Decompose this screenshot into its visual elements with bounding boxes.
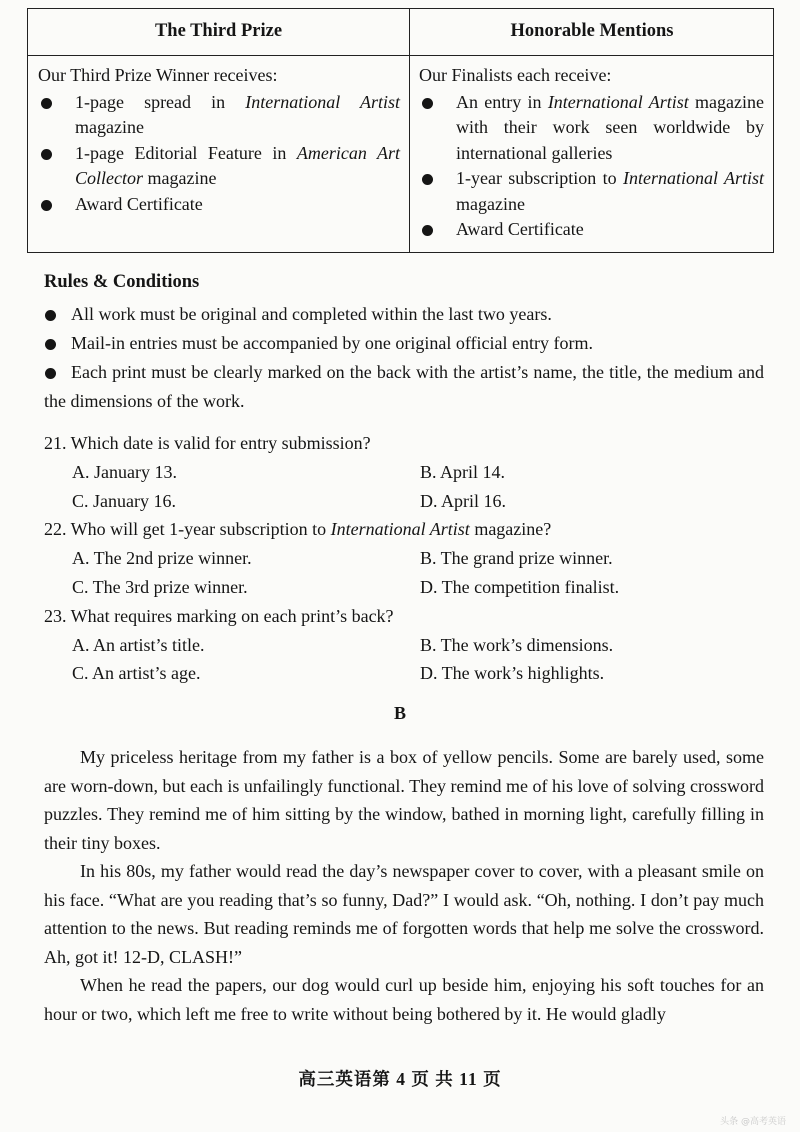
bullet-icon (45, 310, 56, 321)
passage-paragraph: In his 80s, my father would read the day’s newspaper cover to cover, with a pleasant smile on his face. “What are you reading that’s so funny, Dad?” I would ask. “Oh, nothing. I don’t pay much attention to the news. But reading reminds me of forgotten words that help me solve the crossword. Ah, got it! 12-D, CLASH!” (44, 861, 764, 967)
list-item: 1-page spread in International Artist magazine (38, 90, 400, 141)
option-22-c: C. The 3rd prize winner. (72, 576, 248, 597)
passage-paragraph: My priceless heritage from my father is a box of yellow pencils. Some are barely used, some are worn-down, but each is unfailingly functional. They remind me of his love of solving crossword puzzles. They remind me of him sitting by the window, bathed in morning light, carefully filling in their tiny boxes. (44, 747, 765, 853)
bullet-icon (41, 98, 52, 109)
options-row (44, 631, 764, 660)
options-row (44, 544, 764, 573)
question-22: 22. Who will get 1-year subscription to International Artist magazine? (44, 519, 552, 540)
bullet-icon (422, 174, 433, 185)
bullet-icon (41, 149, 52, 160)
rules-title: Rules & Conditions (44, 272, 200, 292)
list-item: 1-year subscription to International Artist magazine (419, 166, 764, 217)
bullet-icon (45, 339, 56, 350)
list-item: 1-page Editorial Feature in American Art Collector magazine (38, 141, 400, 192)
options-row (44, 573, 764, 602)
list-item: Award Certificate (38, 192, 400, 218)
list-item: Award Certificate (419, 217, 764, 243)
third-prize-cell (38, 63, 400, 217)
passage-paragraph: When he read the papers, our dog would curl up beside him, enjoying his soft touches for an hour or two, which left me free to write without being bothered by it. He would gladly (44, 975, 764, 1024)
question-23: 23. What requires marking on each print’s back? (44, 605, 394, 626)
prize-table (27, 8, 774, 253)
options-row (44, 458, 764, 487)
table-divider-horizontal (28, 55, 773, 56)
option-22-d: D. The competition finalist. (420, 576, 620, 597)
options-row (44, 659, 764, 688)
watermark: 头条 @高考英语 (720, 1117, 786, 1127)
question-21: 21. Which date is valid for entry submission? (44, 433, 371, 453)
option-21-b: B. April 14. (420, 461, 506, 482)
list-item: An entry in International Artist magazine with their work seen worldwide by international galleries (419, 90, 764, 167)
bullet-icon (41, 200, 52, 211)
rules-list (44, 300, 764, 416)
option-21-d: D. April 16. (420, 490, 507, 511)
rule-item: Each print must be clearly marked on the back with the artist’s name, the title, the medium and the dimensions of the work. (44, 362, 764, 411)
section-heading: B (393, 703, 406, 723)
option-23-b: B. The work’s dimensions. (420, 634, 614, 655)
bullet-icon (45, 368, 56, 379)
third-prize-list (38, 90, 400, 218)
third-prize-intro: Our Third Prize Winner receives: (38, 65, 278, 85)
honorable-mentions-header: Honorable Mentions (510, 21, 674, 41)
option-21-c: C. January 16. (72, 490, 176, 511)
option-23-d: D. The work’s highlights. (420, 663, 605, 684)
questions (44, 429, 764, 688)
rule-item: All work must be original and completed within the last two years. (44, 300, 764, 329)
honorable-mentions-cell (419, 63, 764, 243)
option-22-a: A. The 2nd prize winner. (72, 548, 252, 569)
reading-passage (44, 743, 764, 1028)
option-23-c: C. An artist’s age. (72, 663, 201, 684)
third-prize-header: The Third Prize (154, 21, 283, 41)
bullet-icon (422, 225, 433, 236)
option-23-a: A. An artist’s title. (72, 634, 205, 655)
option-22-b: B. The grand prize winner. (420, 548, 613, 569)
rule-item: Mail-in entries must be accompanied by one original official entry form. (44, 329, 764, 358)
options-row (44, 487, 764, 516)
bullet-icon (422, 98, 433, 109)
honorable-mentions-list (419, 90, 764, 243)
option-21-a: A. January 13. (72, 461, 177, 482)
table-divider-vertical (409, 9, 410, 252)
honorable-mentions-intro: Our Finalists each receive: (419, 65, 612, 85)
page-footer: 高三英语第 4 页 共 11 页 (298, 1069, 502, 1089)
